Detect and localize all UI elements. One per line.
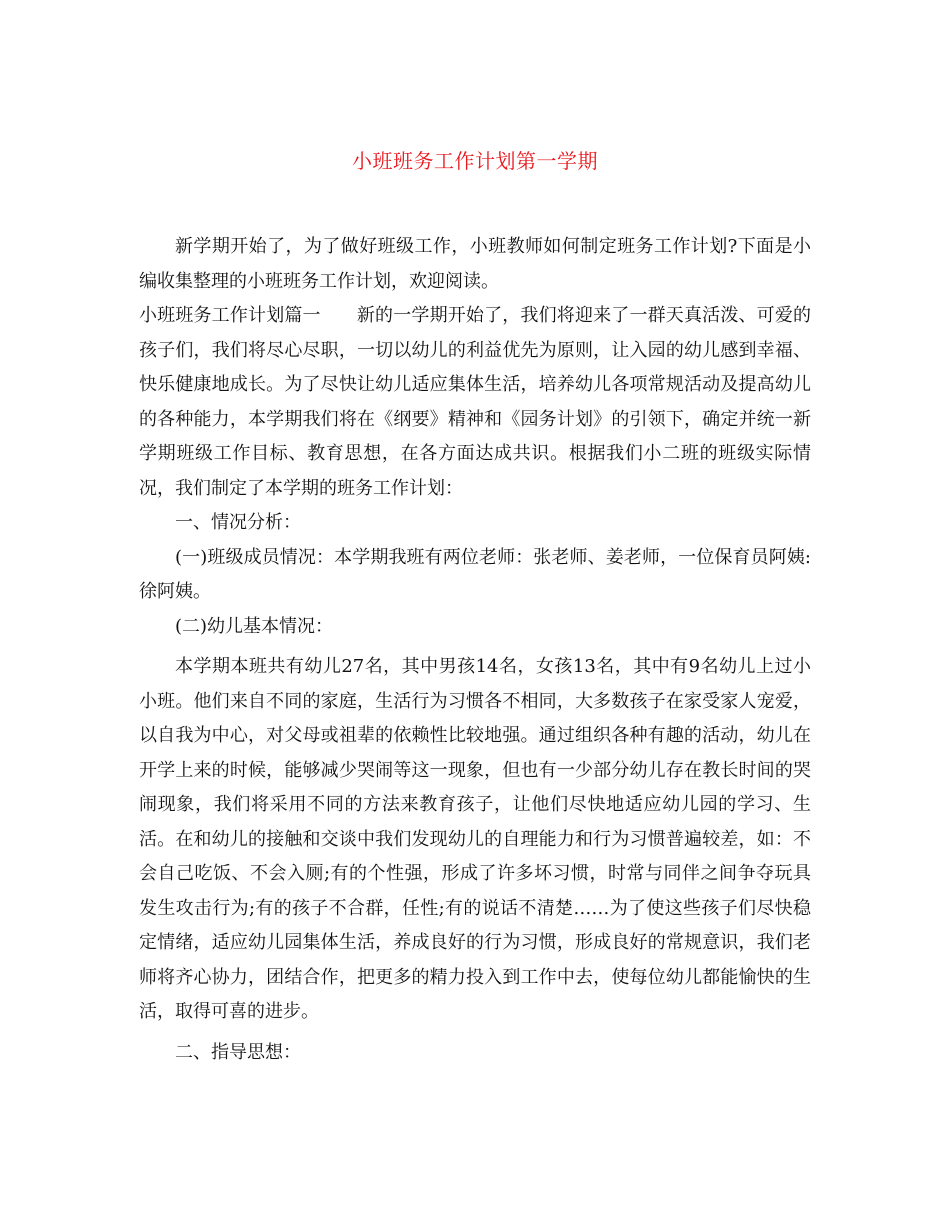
class-members-paragraph: (一)班级成员情况：本学期我班有两位老师：张老师、姜老师，一位保育员阿姨:徐阿姨。 (139, 546, 811, 602)
document-body (139, 230, 811, 1070)
plan-paragraph (139, 299, 811, 506)
plan-opening: 新的一学期开始了，我们将迎来了一群天真活泼、可爱的孩子们，我们将尽心尽职，一切以幼儿的利益优先为原则，让入园的幼儿感到幸福、快乐健康地成长。为了尽快让幼儿适应集体生活，培养幼儿各项常规活动及提高幼儿的各种能力，本学期我们将在《纲要》精神和《园务计划》的引领下，确定并统一新学期班级工作目标、教育思想，在各方面达成共识。根据我们小二班的班级实际情况，我们制定了本学期的班务工作计划： (139, 305, 812, 499)
plan-heading: 小班班务工作计划篇一 (139, 305, 321, 326)
children-situation-paragraph: 本学期本班共有幼儿27名，其中男孩14名，女孩13名，其中有9名幼儿上过小小班。他们来自不同的家庭，生活行为习惯各不相同，大多数孩子在家受家人宠爱，以自我为中心，对父母或祖辈的依赖性比较地强。通过组织各种有趣的活动，幼儿在开学上来的时候，能够减少哭闹等这一现象，但也有一少部分幼儿存在教长时间的哭闹现象，我们将采用不同的方法来教育孩子，让他们尽快地适应幼儿园的学习、生活。在和幼儿的接触和交谈中我们发现幼儿的自理能力和行为习惯普遍较差，如：不会自己吃饭、不会入厕;有的个性强，形成了许多坏习惯，时常与同伴之间争夺玩具发生攻击行为;有的孩子不合群，任性;有的说话不清楚……为了使这些孩子们尽快稳定情绪，适应幼儿园集体生活，养成良好的行为习惯，形成良好的常规意识，我们老师将齐心协力，团结合作，把更多的精力投入到工作中去，使每位幼儿都能愉快的生活，取得可喜的进步。 (139, 656, 811, 1022)
section-heading-guiding-ideas: 二、指导思想： (175, 1041, 301, 1063)
section-heading-situation: 一、情况分析： (175, 512, 301, 533)
intro-paragraph: 新学期开始了，为了做好班级工作，小班教师如何制定班务工作计划?下面是小编收集整理的小班班务工作计划，欢迎阅读。 (139, 236, 811, 292)
document-title: 小班班务工作计划第一学期 (352, 149, 598, 173)
children-subheading: (二)幼儿基本情况： (175, 615, 334, 637)
